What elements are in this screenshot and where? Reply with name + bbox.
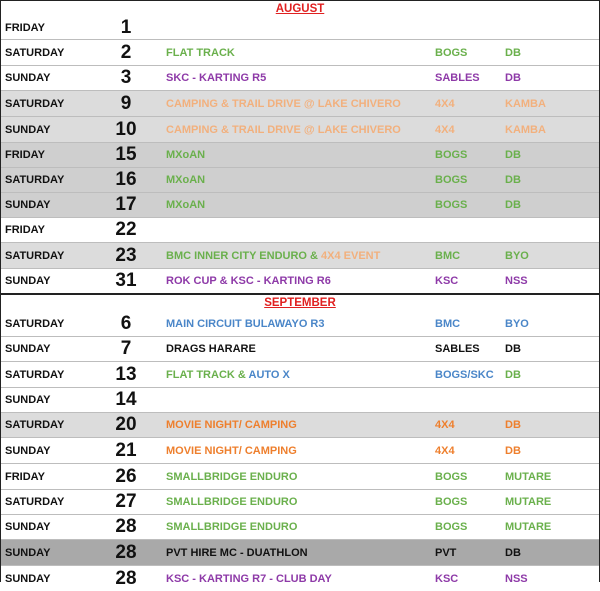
club-text: 4X4	[435, 123, 455, 136]
event-text: SMALLBRIDGE ENDURO	[166, 470, 298, 483]
event-text: MOVIE NIGHT/ CAMPING	[166, 444, 297, 457]
schedule-row	[1, 142, 599, 167]
schedule-row	[1, 336, 599, 361]
club-name	[435, 199, 505, 211]
event-name	[156, 369, 435, 381]
event-name	[156, 445, 435, 457]
venue: MUTARE	[505, 496, 552, 508]
date-number: 7	[120, 338, 132, 359]
club-text: BOGS	[435, 149, 468, 161]
club-name	[435, 369, 505, 381]
club-name	[435, 445, 505, 457]
day-name: SUNDAY	[5, 275, 51, 287]
day-name: SATURDAY	[5, 419, 65, 431]
section-title-september	[1, 293, 599, 311]
schedule-row	[1, 116, 599, 142]
schedule-row	[1, 90, 599, 116]
event-text: KSC - KARTING R7 - CLUB DAY	[166, 572, 332, 585]
schedule-row	[1, 463, 599, 489]
club-text: KSC	[435, 275, 459, 287]
day-name: SATURDAY	[5, 249, 65, 262]
event-text: DRAGS HARARE	[166, 343, 256, 355]
date-number: 1	[120, 17, 132, 38]
club-name	[435, 47, 505, 59]
event-text: SMALLBRIDGE ENDURO	[166, 496, 298, 508]
event-text: PVT HIRE MC - DUATHLON	[166, 546, 308, 559]
day-name: SUNDAY	[5, 199, 51, 211]
day-name: SATURDAY	[5, 46, 65, 59]
schedule-row	[1, 167, 599, 192]
club-name	[435, 471, 505, 483]
event-name	[156, 174, 435, 186]
date-number: 17	[115, 194, 137, 215]
schedule-row	[1, 65, 599, 90]
day-name: FRIDAY	[5, 149, 45, 161]
event-text: FLAT TRACK	[166, 368, 235, 381]
club-text: 4X4	[435, 419, 455, 431]
day-name: SATURDAY	[5, 317, 65, 330]
venue: DB	[505, 546, 521, 559]
day-name: SUNDAY	[5, 343, 51, 355]
date-number: 13	[115, 363, 137, 385]
club-text: BOGS	[435, 46, 468, 59]
date-number: 6	[120, 312, 132, 334]
event-text: AUTO X	[248, 368, 290, 381]
day-name: SUNDAY	[5, 394, 51, 406]
club-text: SABLES	[435, 72, 480, 84]
club-text: BOGS	[435, 521, 468, 533]
club-text: BOGS	[435, 496, 468, 508]
club-text: BOGS	[435, 174, 468, 186]
club-name	[435, 318, 505, 330]
event-name	[156, 496, 435, 508]
club-text: KSC	[435, 572, 459, 585]
event-text: BMC INNER CITY ENDURO &	[166, 249, 322, 262]
day-name: SUNDAY	[5, 123, 51, 136]
club-name	[435, 343, 505, 355]
event-text: CAMPING & TRAIL DRIVE @ LAKE CHIVERO	[166, 123, 401, 136]
event-text: MAIN CIRCUIT BULAWAYO R3	[166, 317, 325, 330]
event-text: MXoAN	[166, 174, 206, 186]
schedule-row	[1, 489, 599, 514]
date-number: 28	[115, 541, 137, 563]
date-number: 22	[115, 219, 137, 240]
club-text: BOGS	[435, 470, 468, 483]
club-name	[435, 573, 505, 585]
day-name: FRIDAY	[5, 470, 45, 483]
club-name	[435, 149, 505, 161]
club-text: SABLES	[435, 343, 480, 355]
date-number: 14	[115, 389, 137, 410]
date-number: 15	[115, 144, 137, 165]
day-name: SATURDAY	[5, 368, 65, 381]
event-name	[156, 250, 435, 262]
date-number: 9	[120, 92, 132, 114]
club-name	[435, 419, 505, 431]
event-name	[156, 573, 435, 585]
event-name	[156, 471, 435, 483]
venue: MUTARE	[505, 470, 552, 483]
venue: DB	[505, 444, 521, 457]
day-name: SUNDAY	[5, 72, 51, 84]
day-name: SUNDAY	[5, 546, 51, 559]
venue: BYO	[505, 249, 529, 262]
day-name: SUNDAY	[5, 444, 51, 457]
event-text: 4X4 EVENT	[321, 249, 381, 262]
event-name	[156, 318, 435, 330]
day-name: SUNDAY	[5, 572, 51, 585]
event-text: SKC - KARTING R5	[166, 72, 267, 84]
event-name	[156, 124, 435, 136]
month-title: SEPTEMBER	[264, 297, 336, 309]
september-rows	[1, 311, 599, 591]
schedule-row	[1, 17, 599, 39]
event-name	[156, 275, 435, 287]
date-number: 10	[115, 118, 137, 140]
date-number: 28	[115, 567, 137, 589]
club-text: PVT	[435, 546, 457, 559]
date-number: 2	[120, 41, 132, 63]
schedule-row	[1, 39, 599, 65]
club-text: BMC	[435, 317, 461, 330]
date-number: 27	[115, 491, 137, 512]
club-text: BMC	[435, 249, 461, 262]
schedule-row	[1, 387, 599, 412]
club-text: BOGS	[435, 368, 468, 381]
event-name	[156, 72, 435, 84]
date-number: 16	[115, 169, 137, 190]
date-number: 20	[115, 414, 137, 435]
schedule-row	[1, 539, 599, 565]
club-name	[435, 174, 505, 186]
event-text: MOVIE NIGHT/ CAMPING	[166, 419, 297, 431]
venue: DB	[505, 72, 521, 84]
august-rows	[1, 17, 599, 293]
venue: DB	[505, 343, 521, 355]
venue: DB	[505, 46, 521, 59]
club-text: BOGS	[435, 199, 468, 211]
event-name	[156, 343, 435, 355]
date-number: 3	[120, 67, 132, 88]
club-name	[435, 521, 505, 533]
month-title: AUGUST	[275, 3, 325, 15]
event-name	[156, 47, 435, 59]
event-text: MXoAN	[166, 149, 206, 161]
date-number: 28	[115, 516, 137, 537]
date-number: 21	[115, 439, 137, 461]
day-name: FRIDAY	[5, 22, 45, 34]
club-name	[435, 250, 505, 262]
venue: KAMBA	[505, 123, 546, 136]
event-text: MXoAN	[166, 199, 206, 211]
day-name: FRIDAY	[5, 224, 45, 236]
club-text: /SKC	[467, 368, 494, 381]
event-text: SMALLBRIDGE ENDURO	[166, 521, 298, 533]
venue: DB	[505, 419, 521, 431]
day-name: SATURDAY	[5, 496, 65, 508]
venue: DB	[505, 368, 521, 381]
event-name	[156, 521, 435, 533]
date-number: 26	[115, 465, 137, 487]
date-number: 23	[115, 244, 137, 266]
day-name: SATURDAY	[5, 174, 65, 186]
schedule-row	[1, 192, 599, 217]
schedule-row	[1, 437, 599, 463]
club-name	[435, 547, 505, 559]
club-name	[435, 275, 505, 287]
schedule-row	[1, 361, 599, 387]
schedule-row	[1, 412, 599, 437]
venue: DB	[505, 149, 521, 161]
club-name	[435, 72, 505, 84]
day-name: SUNDAY	[5, 521, 51, 533]
club-text: 4X4	[435, 97, 455, 110]
schedule-row	[1, 268, 599, 293]
schedule-row	[1, 217, 599, 242]
event-name	[156, 98, 435, 110]
venue: NSS	[505, 572, 528, 585]
venue: BYO	[505, 317, 529, 330]
club-name	[435, 98, 505, 110]
venue: MUTARE	[505, 521, 552, 533]
club-name	[435, 496, 505, 508]
venue: DB	[505, 199, 521, 211]
event-text: CAMPING & TRAIL DRIVE @ LAKE CHIVERO	[166, 97, 401, 110]
schedule-row	[1, 242, 599, 268]
venue: DB	[505, 174, 521, 186]
schedule-row	[1, 311, 599, 336]
schedule-row	[1, 514, 599, 539]
club-name	[435, 124, 505, 136]
event-text: FLAT TRACK	[166, 46, 235, 59]
venue: KAMBA	[505, 97, 546, 110]
club-text: 4X4	[435, 444, 455, 457]
event-text: &	[234, 368, 249, 381]
venue: NSS	[505, 275, 528, 287]
event-name	[156, 419, 435, 431]
section-title-august	[1, 1, 599, 17]
event-name	[156, 149, 435, 161]
event-name	[156, 199, 435, 211]
schedule-row	[1, 565, 599, 591]
event-name	[156, 547, 435, 559]
event-text: ROK CUP & KSC - KARTING R6	[166, 275, 331, 287]
date-number: 31	[115, 270, 137, 291]
day-name: SATURDAY	[5, 97, 65, 110]
